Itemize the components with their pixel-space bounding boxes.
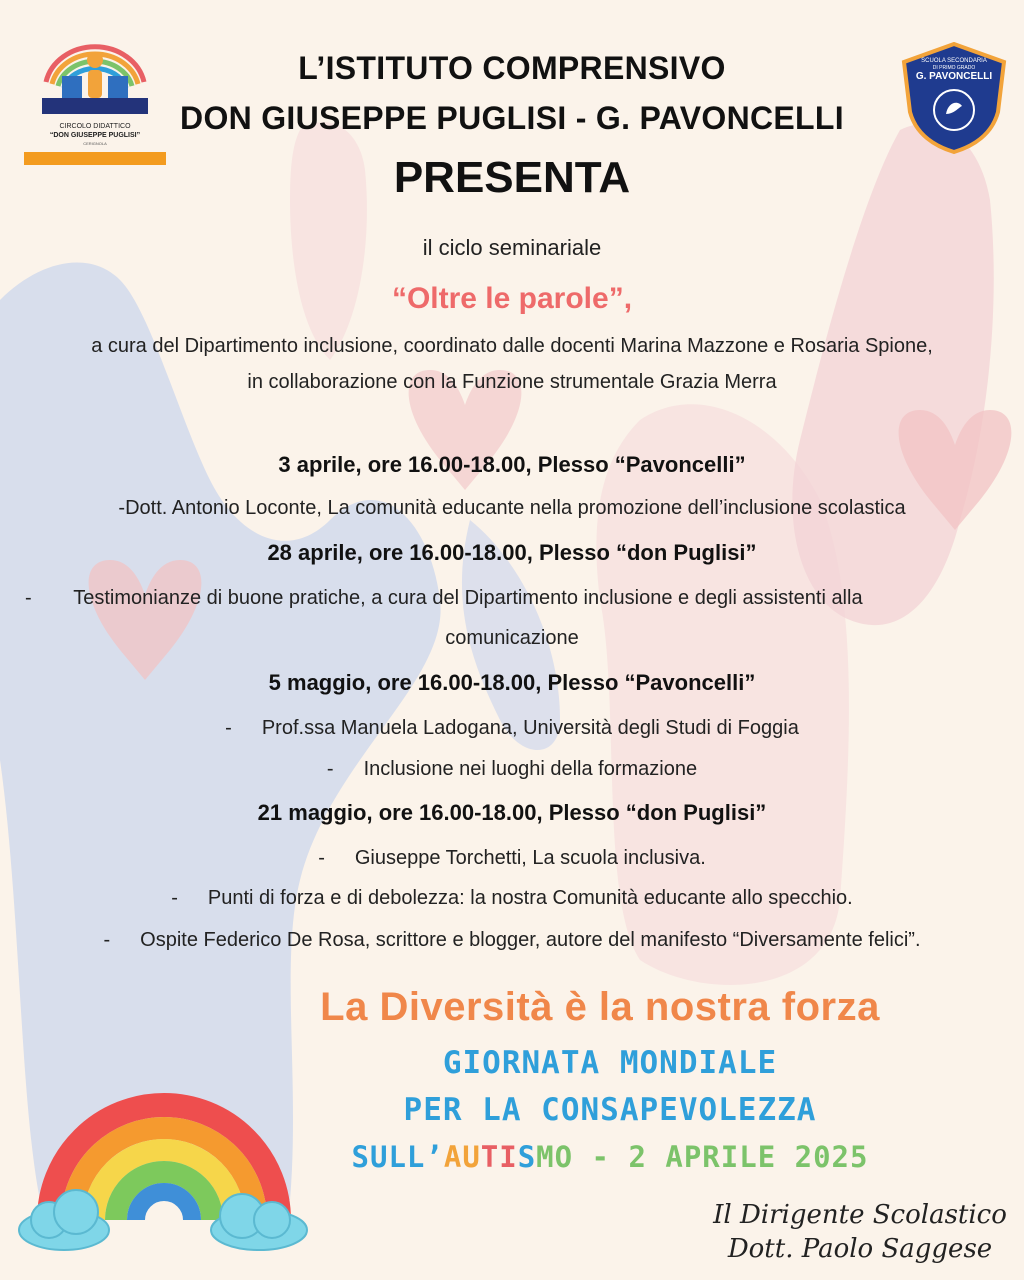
presenta-heading: PRESENTA: [393, 153, 631, 202]
logo-right-name: G. PAVONCELLI: [915, 71, 993, 82]
session-3-date: 5 maggio, ore 16.00-18.00, Plesso “Pavoncelli”: [268, 670, 756, 695]
diversity-slogan: La Diversità è la nostra forza: [320, 985, 880, 1029]
session-1-item-1: -Dott. Antonio Loconte, La comunità educante nella promozione dell’inclusione scolastica: [118, 497, 906, 519]
session-2-item-1-cont: comunicazione: [445, 627, 579, 649]
signature-line2: Dott. Paolo Saggese: [727, 1234, 993, 1264]
session-4-item-2: [0, 880, 1024, 916]
curated-by-line1: a cura del Dipartimento inclusione, coordinato dalle docenti Marina Mazzone e Rosaria Spione,: [91, 335, 933, 357]
curated-by-line2: in collaborazione con la Funzione strumentale Grazia Merra: [247, 371, 777, 393]
bullet-dash: -: [171, 887, 178, 909]
session-2-item-1-text: Testimonianze di buone pratiche, a cura del Dipartimento inclusione e degli assistenti alla: [73, 587, 863, 609]
bullet-dash: -: [318, 847, 325, 869]
session-2-item-1: [25, 580, 863, 616]
awareness-part-1: SULL’: [351, 1140, 444, 1174]
awareness-part-3: TI: [480, 1140, 518, 1174]
session-4-date: 21 maggio, ore 16.00-18.00, Plesso “don Puglisi”: [257, 800, 767, 825]
session-3-item-1: [0, 710, 1024, 746]
logo-left-line1: CIRCOLO DIDATTICO: [59, 123, 131, 130]
bullet-dash: -: [103, 929, 111, 951]
awareness-part-5: MO: [536, 1140, 574, 1174]
awareness-part-2: AU: [443, 1140, 481, 1174]
session-4-item-1-text: Giuseppe Torchetti, La scuola inclusiva.: [354, 847, 706, 869]
school-title-line2: DON GIUSEPPE PUGLISI - G. PAVONCELLI: [180, 100, 844, 136]
rainbow-illustration: [14, 1040, 314, 1255]
awareness-day-line1: GIORNATA MONDIALE: [442, 1045, 778, 1081]
session-3-item-1-text: Prof.ssa Manuela Ladogana, Università degli Studi di Foggia: [261, 717, 799, 739]
signature-line1: Il Dirigente Scolastico: [713, 1200, 1007, 1230]
bullet-dash: -: [25, 587, 32, 609]
logo-right-line1: SCUOLA SECONDARIA: [921, 58, 987, 64]
session-4-item-3-text: Ospite Federico De Rosa, scrittore e blogger, autore del manifesto “Diversamente felici”.: [140, 929, 921, 951]
session-4-item-3: [0, 922, 1024, 958]
logo-left-line2: “DON GIUSEPPE PUGLISI”: [49, 132, 141, 139]
awareness-day-line2: PER LA CONSAPEVOLEZZA: [403, 1092, 817, 1128]
school-title-line1: L’ISTITUTO COMPRENSIVO: [298, 50, 726, 86]
series-title: “Oltre le parole”,: [391, 282, 633, 315]
intro-line: il ciclo seminariale: [422, 235, 602, 260]
session-3-item-2-text: Inclusione nei luoghi della formazione: [363, 758, 698, 780]
right-cloud: [211, 1194, 307, 1250]
awareness-part-4: S: [517, 1140, 537, 1174]
session-3-item-2: [0, 751, 1024, 787]
bullet-dash: -: [225, 717, 232, 739]
logo-left-line3: CERIGNOLA: [83, 141, 107, 146]
session-4-item-2-text: Punti di forza e di debolezza: la nostra Comunità educante allo specchio.: [207, 887, 853, 909]
awareness-day-line3: [330, 1140, 890, 1174]
session-4-item-1: [0, 840, 1024, 876]
session-2-date: 28 aprile, ore 16.00-18.00, Plesso “don Puglisi”: [267, 540, 757, 565]
bullet-dash: -: [326, 758, 334, 780]
logo-right-line2: DI PRIMO GRADO: [932, 65, 976, 71]
session-1-date: 3 aprile, ore 16.00-18.00, Plesso “Pavoncelli”: [278, 452, 746, 477]
awareness-part-6: - 2 APRILE 2025: [573, 1140, 869, 1174]
